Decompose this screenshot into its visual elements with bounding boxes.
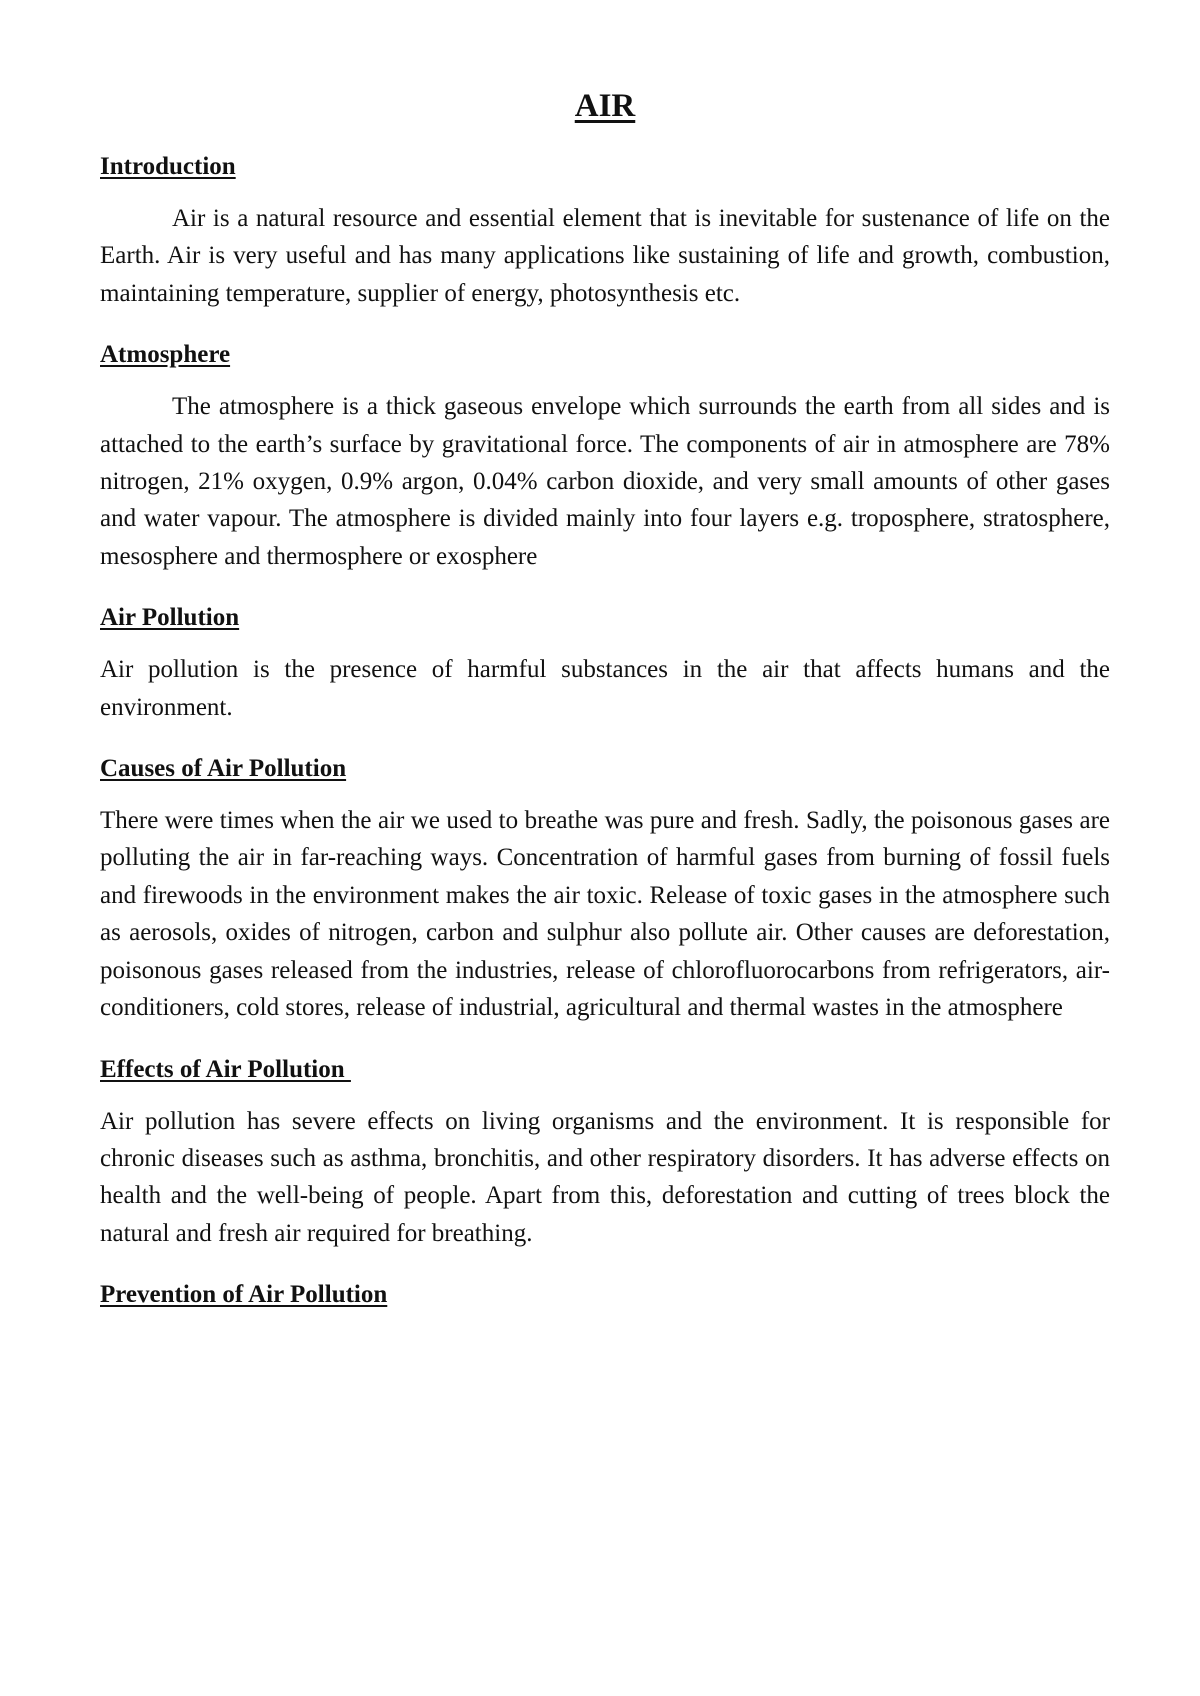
section-heading: Effects of Air Pollution [100,1055,351,1083]
section-effects [100,1053,1110,1253]
section-paragraph: Air is a natural resource and essential element that is inevitable for sustenance of life on the Earth. Air is very useful and has many applications like sustaining of life and growth, combustion, maintaining temperature, supplier of energy, photosynthesis etc. [100,205,1110,307]
section-heading: Prevention of Air Pollution [100,1281,388,1309]
section-paragraph: Air pollution has severe effects on living organisms and the environment. It is responsible for chronic diseases such as asthma, bronchitis, and other respiratory disorders. It has adverse effects on health and the well-being of people. Apart from this, deforestation and cutting of trees block the natural and fresh air required for breathing. [100,1107,1110,1247]
section-air-pollution [100,601,1110,726]
section-introduction [100,150,1110,312]
section-heading: Causes of Air Pollution [100,755,347,783]
section-paragraph: There were times when the air we used to breathe was pure and fresh. Sadly, the poisonous gases are polluting the air in far-reaching ways. Concentration of harmful gases from burning of fossil fuels and firewoods in the environment makes the air toxic. Release of toxic gases in the atmosphere such as aerosols, oxides of nitrogen, carbon and sulphur also pollute air. Other causes are deforestation, poisonous gases released from the industries, release of chlorofluorocarbons from refrigerators, air-conditioners, cold stores, release of industrial, agricultural and thermal wastes in the atmosphere [100,807,1110,1022]
document-page [100,86,1110,1328]
section-heading: Air Pollution [100,604,240,632]
document-title: AIR [574,88,636,124]
section-heading: Atmosphere [100,341,231,369]
section-atmosphere [100,338,1110,575]
section-causes [100,752,1110,1026]
section-heading: Introduction [100,153,236,180]
section-paragraph: The atmosphere is a thick gaseous envelope which surrounds the earth from all sides and is attached to the earth’s surface by gravitational force. The components of air in atmosphere are 78% nitrogen, 21% oxygen, 0.9% argon, 0.04% carbon dioxide, and very small amounts of other gases and water vapour. The atmosphere is divided mainly into four layers e.g. troposphere, stratosphere, mesosphere and thermosphere or exosphere [100,393,1110,570]
section-prevention [100,1278,1110,1312]
section-paragraph: Air pollution is the presence of harmful substances in the air that affects humans and the environment. [100,656,1110,721]
